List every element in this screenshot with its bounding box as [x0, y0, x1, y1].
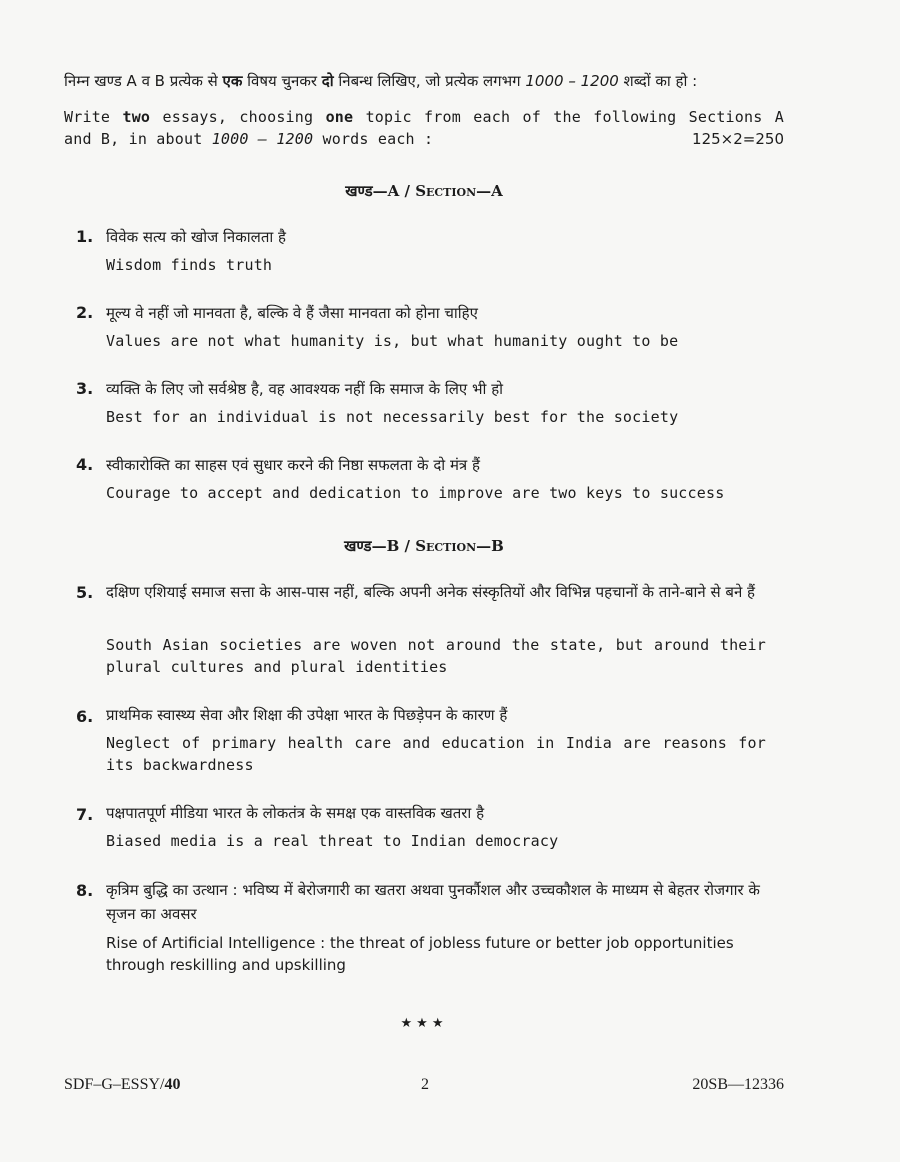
section-b-hindi: खण्ड [344, 537, 372, 555]
question-4-english: Courage to accept and dedication to improve are two keys to success [106, 484, 725, 502]
question-7-english: Biased media is a real threat to Indian democracy [106, 832, 559, 850]
instr-hi-pre: निम्न खण्ड A व B प्रत्येक से [64, 72, 223, 90]
section-b-slash: / [399, 537, 416, 555]
section-a-heading [64, 180, 784, 202]
question-6-hindi: प्राथमिक स्वास्थ्य सेवा और शिक्षा की उपेक्षा भारत के पिछड़ेपन के कारण हैं [106, 706, 508, 724]
section-b-heading [64, 535, 784, 557]
question-2-hindi: मूल्य वे नहीं जो मानवता है, बल्कि वे हैं जैसा मानवता को होना चाहिए [106, 304, 478, 322]
section-b-english: Section [415, 537, 477, 555]
marks-allocation: 125×2=250 [692, 130, 784, 148]
question-5-hindi: दक्षिण एशियाई समाज सत्ता के आस-पास नहीं, बल्कि अपनी अनेक संस्कृतियों और विभिन्न पहचानों के ताने-बाने से बने हैं [106, 583, 756, 601]
question-1-number: 1. [76, 227, 94, 246]
question-1-english: Wisdom finds truth [106, 256, 273, 274]
section-a-hindi: खण्ड [345, 182, 373, 200]
instr-en-post: topic from each of the following Sections A and B, in about [64, 108, 785, 148]
question-6-english: Neglect of primary health care and education in India are reasons for its backwardness [106, 734, 766, 774]
question-8-english: Rise of Artificial Intelligence : the threat of jobless future or better job opportunities through reskilling and upskilling [106, 934, 734, 974]
footer-serial: 20SB—12336 [692, 1076, 784, 1093]
question-2-number: 2. [76, 303, 94, 322]
footer-page-number: 2 [421, 1076, 429, 1093]
section-a-letter: —A [372, 182, 400, 200]
question-3-number: 3. [76, 379, 94, 398]
instr-hi-post: निबन्ध लिखिए, जो प्रत्येक लगभग [333, 72, 526, 90]
question-7-hindi: पक्षपातपूर्ण मीडिया भारत के लोकतंत्र के समक्ष एक वास्तविक खतरा है [106, 804, 485, 822]
instr-en-bold-two: two [122, 108, 151, 126]
instr-hi-end: शब्दों का हो : [618, 72, 698, 90]
instr-hi-words: 1000 – 1200 [525, 72, 619, 90]
question-4-hindi: स्वीकारोक्ति का साहस एवं सुधार करने की निष्ठा सफलता के दो मंत्र हैं [106, 456, 480, 474]
question-8-number: 8. [76, 881, 94, 900]
question-1-hindi: विवेक सत्य को खोज निकालता है [106, 228, 286, 246]
question-5-number: 5. [76, 583, 94, 602]
instr-en-words: 1000 – 1200 [211, 130, 314, 148]
question-3-hindi: व्यक्ति के लिए जो सर्वश्रेष्ठ है, वह आवश्यक नहीं कि समाज के लिए भी हो [106, 380, 504, 398]
footer-paper-code [64, 1076, 180, 1094]
instr-hi-bold-one: एक [222, 72, 243, 90]
instr-hi-bold-two: दो [321, 72, 334, 90]
section-b-english-suffix: —B [476, 537, 504, 555]
question-5-english: South Asian societies are woven not around the state, but around their plural cultures and plural identities [106, 636, 766, 676]
instr-en-end: words each : [313, 130, 434, 148]
instr-hi-mid: विषय चुनकर [242, 72, 322, 90]
footer-code-pre: SDF–G–ESSY/ [64, 1076, 165, 1093]
question-8-hindi: कृत्रिम बुद्धि का उत्थान : भविष्य में बेरोजगारी का खतरा अथवा पुनर्कौशल और उच्चकौशल के माध्यम से बेहतर रोजगार के सृजन का अवसर [106, 881, 760, 923]
footer-code-bold: 40 [164, 1076, 181, 1093]
question-6-number: 6. [76, 707, 94, 726]
section-a-english: Section [415, 182, 477, 200]
instr-en-mid: essays, choosing [150, 108, 326, 126]
section-b-letter: —B [371, 537, 400, 555]
question-2-english: Values are not what humanity is, but what humanity ought to be [106, 332, 679, 350]
end-marker-stars: ★★★ [400, 1016, 448, 1031]
question-3-english: Best for an individual is not necessarily best for the society [106, 408, 679, 426]
instr-en-bold-one: one [325, 108, 354, 126]
question-7-number: 7. [76, 805, 94, 824]
instr-en-pre: Write [64, 108, 123, 126]
instructions-hindi [64, 70, 824, 92]
question-4-number: 4. [76, 455, 94, 474]
section-a-slash: / [399, 182, 416, 200]
section-a-english-suffix: —A [476, 182, 503, 200]
